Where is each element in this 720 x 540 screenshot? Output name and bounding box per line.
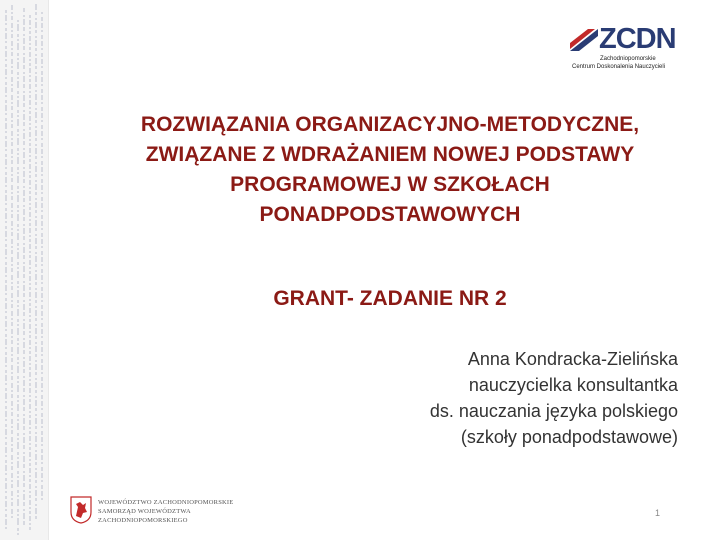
footer-line-1: WOJEWÓDZTWO ZACHODNIOPOMORSKIE	[98, 499, 234, 506]
zcdn-logo	[570, 23, 682, 74]
handwriting-decorative-strip	[0, 0, 49, 540]
author-school-type: (szkoły ponadpodstawowe)	[460, 427, 678, 447]
author-name: Anna Kondracka-Zielińska	[467, 349, 678, 369]
slide-title	[90, 110, 690, 230]
page-number: 1	[655, 508, 661, 518]
author-subject: ds. nauczania języka polskiego	[429, 401, 678, 421]
logo-subtitle-line1: Zachodniopomorskie	[600, 56, 656, 62]
footer-line-2: SAMORZĄD WOJEWÓDZTWA	[98, 508, 191, 515]
grant-heading: GRANT- ZADANIE NR 2	[273, 287, 507, 310]
griffin-crest-icon	[70, 496, 92, 524]
title-line-4: PONADPODSTAWOWYCH	[259, 203, 521, 226]
handwriting-texture-graphic	[0, 0, 48, 540]
author-block	[258, 346, 678, 450]
author-role: nauczycielka konsultantka	[468, 375, 678, 395]
logo-subtitle-line2: Centrum Doskonalenia Nauczycieli	[572, 64, 666, 70]
footer-line-3: ZACHODNIOPOMORSKIEGO	[98, 517, 188, 524]
zcdn-logo-mark-icon	[570, 29, 598, 51]
title-line-2: ZWIĄZANE Z WDRAŻANIEM NOWEJ PODSTAWY	[145, 143, 635, 166]
logo-name: ZCDN	[599, 23, 676, 55]
footer-voivodeship-logo	[70, 496, 234, 530]
title-line-3: PROGRAMOWEJ W SZKOŁACH	[230, 173, 550, 196]
title-line-1: ROZWIĄZANIA ORGANIZACYJNO-METODYCZNE,	[140, 113, 640, 136]
